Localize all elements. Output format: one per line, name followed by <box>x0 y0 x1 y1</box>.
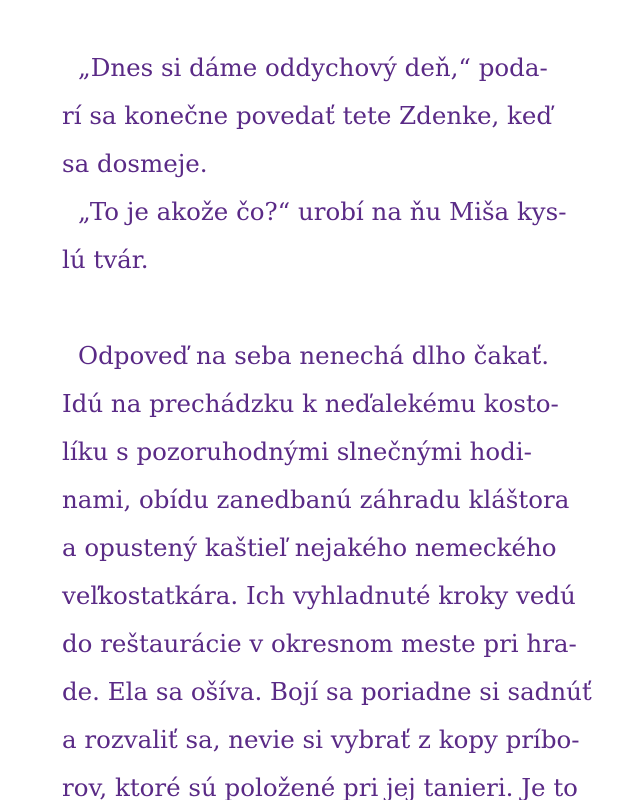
text-line: de. Ela sa ošíva. Bojí sa poriadne si sadnúť <box>62 677 592 706</box>
paragraph-1 <box>62 44 584 188</box>
text-line: a rozvaliť sa, nevie si vybrať z kopy príbo- <box>62 725 580 754</box>
text-line: nami, obídu zanedbanú záhradu kláštora <box>62 485 570 514</box>
text-line: líku s pozoruhodnými slnečnými hodi- <box>62 437 532 466</box>
text-line: lú tvár. <box>62 245 149 274</box>
text-line: sa dosmeje. <box>62 149 208 178</box>
text-line: „To je akože čo?“ urobí na ňu Miša kys- <box>78 197 567 226</box>
text-line: veľkostatkára. Ich vyhladnuté kroky vedú <box>62 581 576 610</box>
text-line: do reštaurácie v okresnom meste pri hra- <box>62 629 577 658</box>
paragraph-3 <box>62 332 592 800</box>
text-line: a opustený kaštieľ nejakého nemeckého <box>62 533 557 562</box>
paragraph-spacer <box>62 284 584 332</box>
paragraph-2 <box>62 188 584 284</box>
text-line: „Dnes si dáme oddychový deň,“ poda- <box>78 53 548 82</box>
text-line: rí sa konečne povedať tete Zdenke, keď <box>62 101 553 130</box>
text-line: rov, ktoré sú položené pri jej tanieri. Je to <box>62 773 578 800</box>
text-line: Odpoveď na seba nenechá dlho čakať. <box>78 341 550 370</box>
text-line: Idú na prechádzku k neďalekému kosto- <box>62 389 559 418</box>
